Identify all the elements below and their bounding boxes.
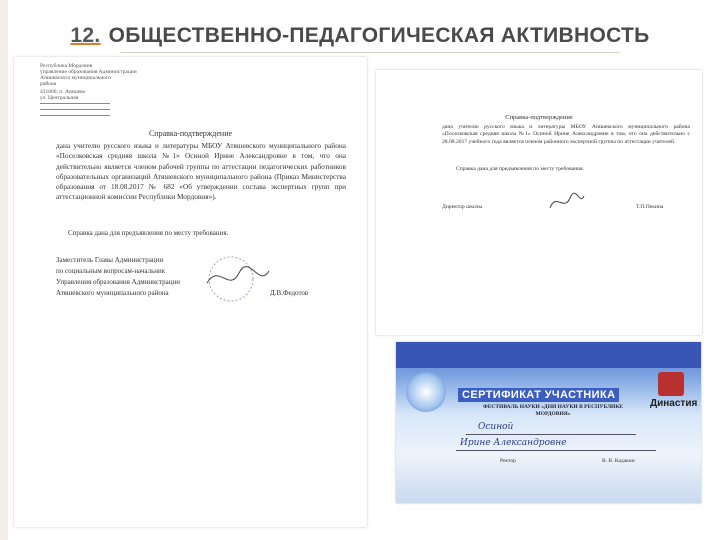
slide-title: [0, 24, 720, 48]
festival-logo-icon: [406, 372, 446, 412]
certificate-header-band: [396, 342, 701, 368]
doc1-sign-line: по социальным вопросам-начальник: [56, 267, 166, 275]
doc1-heading: Справка-подтверждение: [148, 129, 233, 138]
doc1-body: дана учителю русского языка и литературы МБОУ Атяшевского муниципального района «Поселковская средняя школа №1» Осиной Ирине Александровне в том, что она действительно является членом рабочей группы по аттестации педагогических работников образовательных организаций Атяшевского муниципального района (Приказ Министерства образования от 18.08.2017 № 682 «Об утверждении состава экспертных групп при аттестационной комиссии Республики Мордовия»).: [56, 141, 346, 202]
doc1-sign-line: Заместитель Главы Администрации: [56, 256, 164, 264]
slide-title-text: ОБЩЕСТВЕННО-ПЕДАГОГИЧЕСКАЯ АКТИВНОСТЬ: [108, 24, 650, 47]
certificate-rector-label: Ректор: [500, 458, 516, 464]
letterhead-line: ул. Центральная: [40, 95, 79, 101]
rule: [40, 109, 110, 110]
certificate-brand: Династия: [650, 398, 698, 409]
certificate-title: СЕРТИФИКАТ УЧАСТНИКА: [458, 388, 619, 402]
certificate-name-2: Ирине Александровне: [460, 438, 567, 448]
reference-document-1: [14, 57, 367, 527]
letterhead-line: 431800, п. Атяшево: [40, 89, 86, 95]
letterhead-line: Республика Мордовия: [40, 63, 93, 69]
doc2-sign-name: Т.П.Пекина: [636, 204, 664, 210]
signature-icon: [546, 190, 586, 214]
name-rule: [466, 434, 636, 435]
doc1-note: Справка дана для предъявления по месту требования.: [68, 229, 229, 237]
letterhead-line: управление образования Администрации: [40, 69, 137, 75]
slide-number: 12.: [70, 24, 101, 47]
signature-stamp-icon: [199, 253, 274, 308]
doc1-sign-line: Управления образования Администрации: [56, 278, 181, 286]
rule: [40, 103, 110, 104]
doc2-sign-role: Директор школы: [442, 204, 483, 210]
certificate-subtitle: ФЕСТИВАЛЬ НАУКИ «ДНИ НАУКИ В РЕСПУБЛИКЕ МОРДОВИЯ»: [483, 404, 623, 417]
doc2-heading: Справка-подтверждение: [505, 114, 573, 121]
certificate-name-1: Осиной: [478, 422, 514, 432]
dynasty-logo-icon: [658, 372, 684, 396]
letterhead-line: района: [40, 81, 57, 87]
certificate-rector-name: В. В. Кадакин: [602, 458, 635, 464]
doc2-body: дана учителю русского языка и литературы МБОУ Атяшевского муниципального района «Поселковская средняя школа №1» Осиной Ирине Александровне в том, что она действительно с 28.08.2017 учебного года является членом районного экспертной группы по аттестации учителей.: [442, 124, 690, 145]
name-rule: [456, 450, 656, 451]
participant-certificate: [396, 342, 701, 503]
doc1-sign-line: Атяшевского муниципального района: [56, 289, 169, 297]
title-divider: [120, 52, 620, 53]
letterhead-line: Атяшевского муниципального: [40, 75, 111, 81]
doc1-sign-name: Д.В.Федотов: [270, 289, 309, 297]
doc2-note: Справка дана для предъявления по месту требования.: [456, 166, 585, 172]
side-stripe: [0, 0, 8, 540]
reference-document-2: [376, 70, 702, 335]
rule: [40, 115, 110, 116]
